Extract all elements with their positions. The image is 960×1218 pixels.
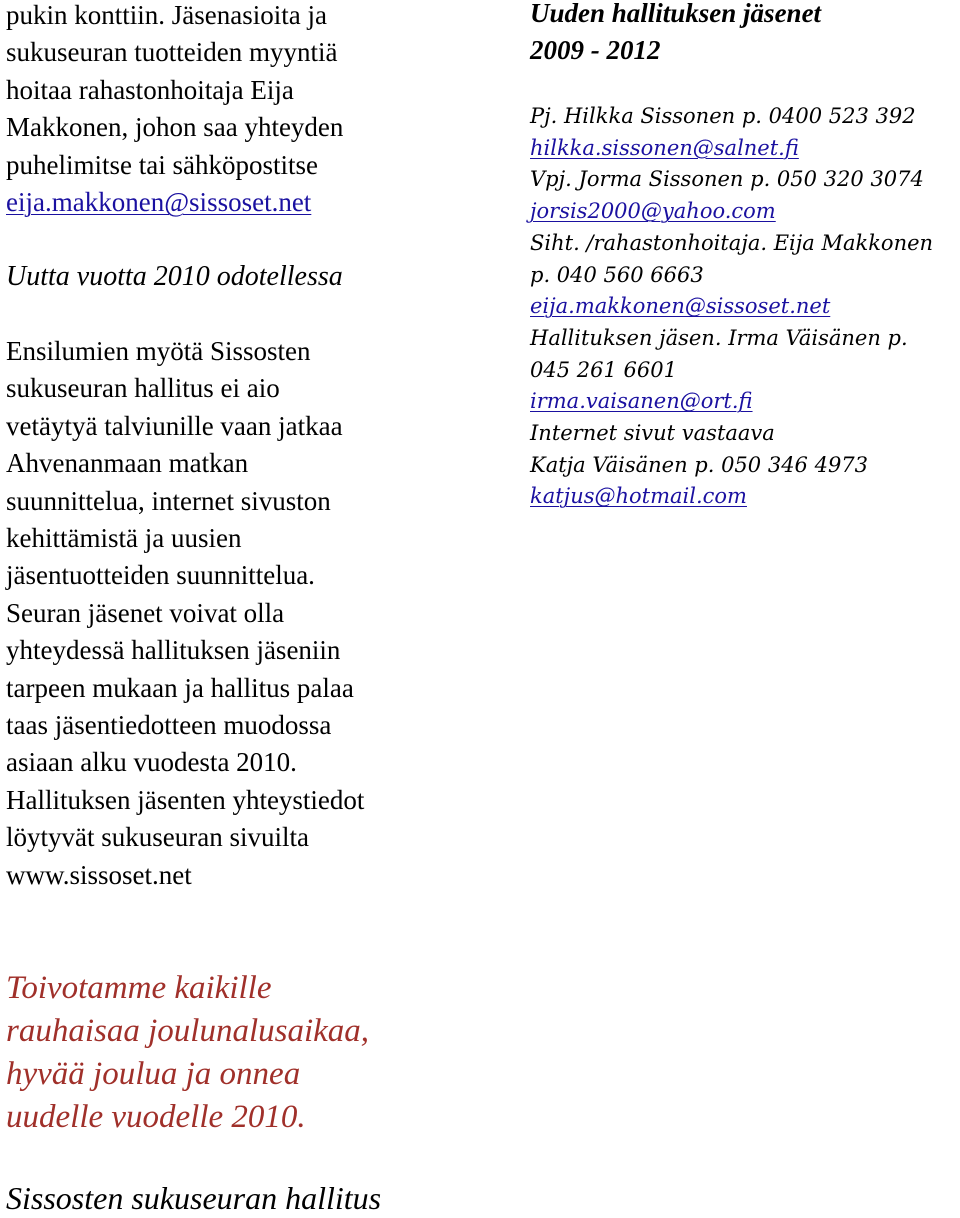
body-line: Seuran jäsenet voivat olla (6, 597, 285, 628)
contact-line: Vpj. Jorma Sissonen p. 050 320 3074 (530, 167, 924, 192)
body-line: Ensilumien myötä Sissosten (6, 336, 311, 366)
board-heading-years: 2009 - 2012 (530, 35, 661, 65)
body-line: suunnittelua, internet sivuston (6, 485, 331, 516)
contact-list (530, 101, 933, 513)
body-line: löytyvät sukuseuran sivuilta (6, 822, 309, 853)
contact-line: Hallituksen jäsen. Irma Väisänen p. (530, 325, 908, 350)
board-heading (530, 0, 821, 69)
section-heading: Uutta vuotta 2010 odotellessa (6, 261, 343, 292)
signature: Sissosten sukuseuran hallitus (6, 1180, 382, 1216)
body-line: Ahvenanmaan matkan (6, 448, 249, 479)
body-line: kehittämistä ja uusien (6, 523, 242, 554)
body-line: taas jäsentiedotteen muodossa (6, 710, 332, 741)
body-line: Hallituksen jäsenten yhteystiedot (6, 784, 365, 815)
contact-line: 045 261 6601 (530, 357, 677, 382)
body-line: jäsentuotteiden suunnittelua. (6, 560, 315, 591)
body-line: yhteydessä hallituksen jäseniin (6, 635, 341, 666)
greeting-line: Toivotamme kaikille (6, 970, 272, 1006)
greeting-line: hyvää joulua ja onnea (6, 1056, 301, 1092)
contact-line: Pj. Hilkka Sissonen p. 0400 523 392 (530, 104, 916, 128)
email-link[interactable]: katjus@hotmail.com (530, 484, 747, 509)
body-paragraph (6, 333, 364, 894)
greeting (6, 967, 369, 1139)
body-line: tarpeen mukaan ja hallitus palaa (6, 672, 354, 703)
intro-line: sukuseuran tuotteiden myyntiä (6, 37, 338, 68)
email-link[interactable]: hilkka.sissonen@salnet.fi (530, 135, 799, 160)
body-line: asiaan alku vuodesta 2010. (6, 747, 297, 778)
email-link[interactable]: eija.makkonen@sissoset.net (530, 294, 831, 319)
body-line: www.sissoset.net (6, 859, 192, 890)
intro-paragraph (6, 0, 343, 221)
board-heading-title: Uuden hallituksen jäsenet (530, 0, 822, 28)
intro-line: pukin konttiin. Jäsenasioita ja (6, 0, 327, 30)
body-line: sukuseuran hallitus ei aio (6, 373, 280, 404)
body-line: vetäytyä talviunille vaan jatkaa (6, 410, 343, 441)
email-link[interactable]: irma.vaisanen@ort.fi (530, 389, 753, 414)
greeting-line: uudelle vuodelle 2010. (6, 1099, 306, 1135)
email-link[interactable]: jorsis2000@yahoo.com (530, 199, 776, 224)
greeting-line: rauhaisaa joulunalusaikaa, (6, 1013, 370, 1049)
contact-line: Siht. /rahastonhoitaja. Eija Makkonen (530, 230, 934, 255)
email-link[interactable]: eija.makkonen@sissoset.net (6, 187, 312, 218)
contact-line: Internet sivut vastaava (530, 421, 775, 446)
intro-line: hoitaa rahastonhoitaja Eija (6, 74, 294, 105)
intro-line: puhelimitse tai sähköpostitse (6, 149, 318, 180)
intro-line: Makkonen, johon saa yhteyden (6, 112, 344, 143)
contact-line: p. 040 560 6663 (530, 262, 704, 287)
contact-line: Katja Väisänen p. 050 346 4973 (530, 452, 869, 477)
